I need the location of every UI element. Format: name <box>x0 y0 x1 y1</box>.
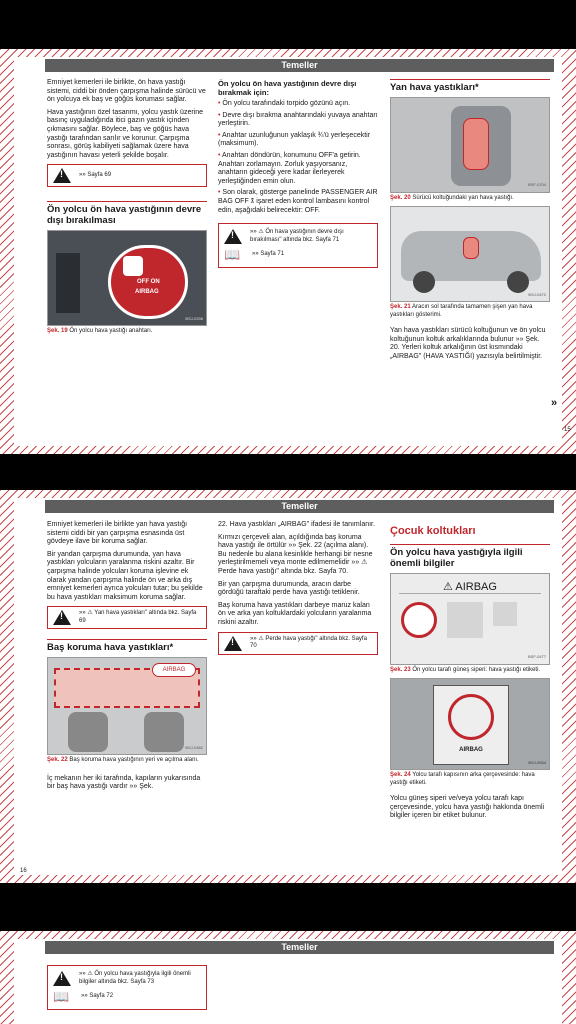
page-number: 15 <box>564 427 571 433</box>
key-slot-icon <box>123 256 143 276</box>
page-16 <box>0 490 576 883</box>
book-magnifier-icon: 📖 <box>53 989 70 1004</box>
warning-ref[interactable]: »» ⚠ Ön yolcu hava yastığıyla ilgili önemli bilgiler altında bkz. Sayfa 73 <box>79 971 191 985</box>
section-header: Temeller <box>45 500 554 513</box>
figure-caption: Şek. 22 Baş koruma hava yastığının yeri ve açılma alanı. <box>47 757 199 764</box>
warning-box <box>218 223 378 268</box>
section-title: Yan hava yastıkları* <box>390 79 550 93</box>
warning-ref[interactable]: »» Sayfa 72 <box>81 993 114 1000</box>
paragraph: Yolcu güneş siperi ve/veya yolcu tarafı kapı çerçevesinde, yolcu hava yastığı hakkında önemli bilgiler içeren bir etiket bulunur. <box>390 795 545 820</box>
page15-col3 <box>390 79 550 366</box>
warning-icon <box>53 971 71 986</box>
figure-caption: Şek. 23 Ön yolcu tarafı güneş siperi: hava yastığı etiketi. <box>390 667 541 673</box>
figure-caption: Şek. 24 Yolcu tarafı kapısının arka çerçevesinde: hava yastığı etiketi. <box>390 772 535 786</box>
paragraph: Bir yan çarpışma durumunda, aracın darbe gördüğü taraftaki perde hava yastığı tetiklenir. <box>218 580 360 597</box>
paragraph: Bir yandan çarpışma durumunda, yan hava yastıkları yolcuların yaralanma riskini azaltır. Bir çarpışma halinde yolcuları koruma işlevine ek olarak yandan çarpışma halinde ön ve arka dış emniyet kemerleri ayrıca yolcuları tutar; bu şekilde bu hava yastıkları maksimum koruma sağlar. <box>47 550 203 601</box>
list-item: • Ön yolcu tarafındaki torpido gözünü açın. <box>218 100 378 109</box>
side-airbag-highlight <box>463 237 479 259</box>
airbag-label-sticker: AIRBAG <box>433 685 509 765</box>
paragraph: Kırmızı çerçeveli alan, açıldığında baş koruma hava yastığı ile örtülür »» Şek. 22 (açılma alanı). Bu nedenle bu alana kesinlikle herhangi bir nesne yerleştirilmemeli veya monte edilmemelidir »» ⚠ Perde hava yastığı" altında bkz. Sayfa 70. <box>218 533 373 575</box>
figure-caption: Şek. 19 Ön yolcu hava yastığı anahtarı. <box>47 328 153 335</box>
book-magnifier-icon: 📖 <box>224 247 241 263</box>
paragraph: Hava yastığının özel tasarımı, yolcu yastık üzerine basınç uyguladığında itici gazın yastık içinden çıkmasını sağlar. Böylece, baş ve göğüs hava yastığı tarafından sarılır ve korunur. Çarpışma sonrası, görüş kabiliyeti sağlamak üzere hava yastığının havası yeterli şekilde boşalır. <box>47 108 204 159</box>
section-title: Ön yolcu hava yastığıyla ilgili önemli bilgiler <box>390 544 550 569</box>
warning-icon <box>224 229 242 244</box>
page16-col1 <box>47 521 207 796</box>
wheel-rear <box>507 271 529 293</box>
list-item: • Son olarak, gösterge panelinde PASSENGER AIR BAG OFF 🕱 işaret eden kontrol lambasını kontrol edin, aşağıdaki belirecektir: OFF. <box>218 189 378 215</box>
continue-marker: » <box>551 397 558 409</box>
paragraph: Yan hava yastıkları sürücü koltuğunun ve ön yolcu koltuğunun koltuk arkalıklarında bulunur »» Şek. 20. Yerleri koltuk arkalığının üst kısmındaki „AIRBAG" (HAVA YASTIĞI) yazısıyla belirtilmiştir. <box>390 327 546 360</box>
warning-box <box>47 164 207 187</box>
list-item: • Anahtarı döndürün, konumunu OFF'a getirin. Anahtarı zorlamayın. Zorluk yaşıyorsanız, anahtarın gideceği yere kadar ilerleyerek yerleştiğinden emin olun. <box>218 152 378 186</box>
page16-col2 <box>218 521 378 659</box>
page-15 <box>0 49 576 454</box>
chapter-title: Çocuk koltukları <box>390 525 476 537</box>
switch-highlight: OFF ON AIRBAG <box>108 245 188 319</box>
page15-col2 <box>218 79 378 272</box>
page-17 <box>0 931 576 1024</box>
warning-icon: ⚠ <box>443 581 456 593</box>
list-item: • Devre dışı bırakma anahtarındaki yuvaya anahtarı yerleştirin. <box>218 112 378 129</box>
figure-21: BSJ-0472 <box>390 206 550 302</box>
figure-20: BSF-0704 <box>390 97 550 193</box>
page15-col1 <box>47 79 207 340</box>
side-airbag-highlight <box>463 118 489 170</box>
warning-icon <box>53 168 71 183</box>
warning-ref[interactable]: »» Sayfa 69 <box>79 172 112 179</box>
figure-caption: Şek. 21 Aracın sol tarafında tamamen şişen yan hava yastıkları gösterimi. <box>390 304 533 318</box>
warning-ref[interactable]: »» ⚠ Yan hava yastıkları" altında bkz. Sayfa 69 <box>79 610 197 624</box>
warning-icon <box>53 610 71 625</box>
paragraph: Emniyet kemerleri ile birlikte, ön hava yastığı sistemi, ciddi bir önden çarpışma halinde sürücü ve ön yolcuya ek baş ve göğüs koruması sağlar. <box>47 79 206 104</box>
seat <box>144 712 184 752</box>
warning-ref[interactable]: »» Sayfa 71 <box>252 251 285 258</box>
no-child-seat-icon <box>448 694 494 740</box>
warning-ref[interactable]: »» ⚠ Ön hava yastığının devre dışı bırakılması" altında bkz. Sayfa 71 <box>250 229 344 243</box>
figure-22: AIRBAG BSJ-0482 <box>47 657 207 755</box>
seat <box>68 712 108 752</box>
paragraph: Emniyet kemerleri ile birlikte yan hava yastığı sistemi ciddi bir yan çarpışma esnasında üst gövdeye ilave bir koruma sağlar. <box>47 521 188 546</box>
wheel-front <box>413 271 435 293</box>
warning-box <box>218 632 378 655</box>
section-title: Baş koruma hava yastıkları* <box>47 639 207 653</box>
figure-24: AIRBAG BSJ-0534 <box>390 678 550 770</box>
paragraph: İç mekanın her iki tarafında, kapıların yukarısında bir baş hava yastığı vardır »» Şek. <box>47 774 201 791</box>
warning-icon <box>224 636 242 651</box>
instruction-title: Ön yolcu ön hava yastığının devre dışı bırakmak için: <box>218 79 357 97</box>
airbag-icon <box>447 602 483 638</box>
page-number: 16 <box>20 868 27 874</box>
warning-box <box>47 606 207 629</box>
no-child-seat-icon <box>401 602 437 638</box>
warning-ref[interactable]: »» ⚠ Perde hava yastığı" altında bkz. Sayfa 70 <box>250 635 367 650</box>
figure-23: ⚠ AIRBAG BSF-0477 <box>390 573 550 665</box>
page16-col3 <box>390 521 550 825</box>
manual-icon <box>493 602 517 626</box>
list-item: • Anahtar uzunluğunun yaklaşık ¾'ü yerleşecektir (maksimum). <box>218 132 378 149</box>
section-header: Temeller <box>45 59 554 72</box>
warning-box <box>47 965 207 1010</box>
paragraph: Baş koruma hava yastıkları darbeye maruz kalan ön ve arka yan koltuklardaki yolcuların yaralanma riskini azaltır. <box>218 601 372 626</box>
paragraph: 22. Hava yastıkları „AIRBAG" ifadesi ile tanımlanır. <box>218 521 375 528</box>
section-header: Temeller <box>45 941 554 954</box>
figure-caption: Şek. 20 Sürücü koltuğundaki yan hava yastığı. <box>390 195 514 201</box>
figure-19: OFF ON AIRBAG BSJ-0336 <box>47 230 207 326</box>
section-title: Ön yolcu ön hava yastığının devre dışı bırakılması <box>47 201 207 226</box>
